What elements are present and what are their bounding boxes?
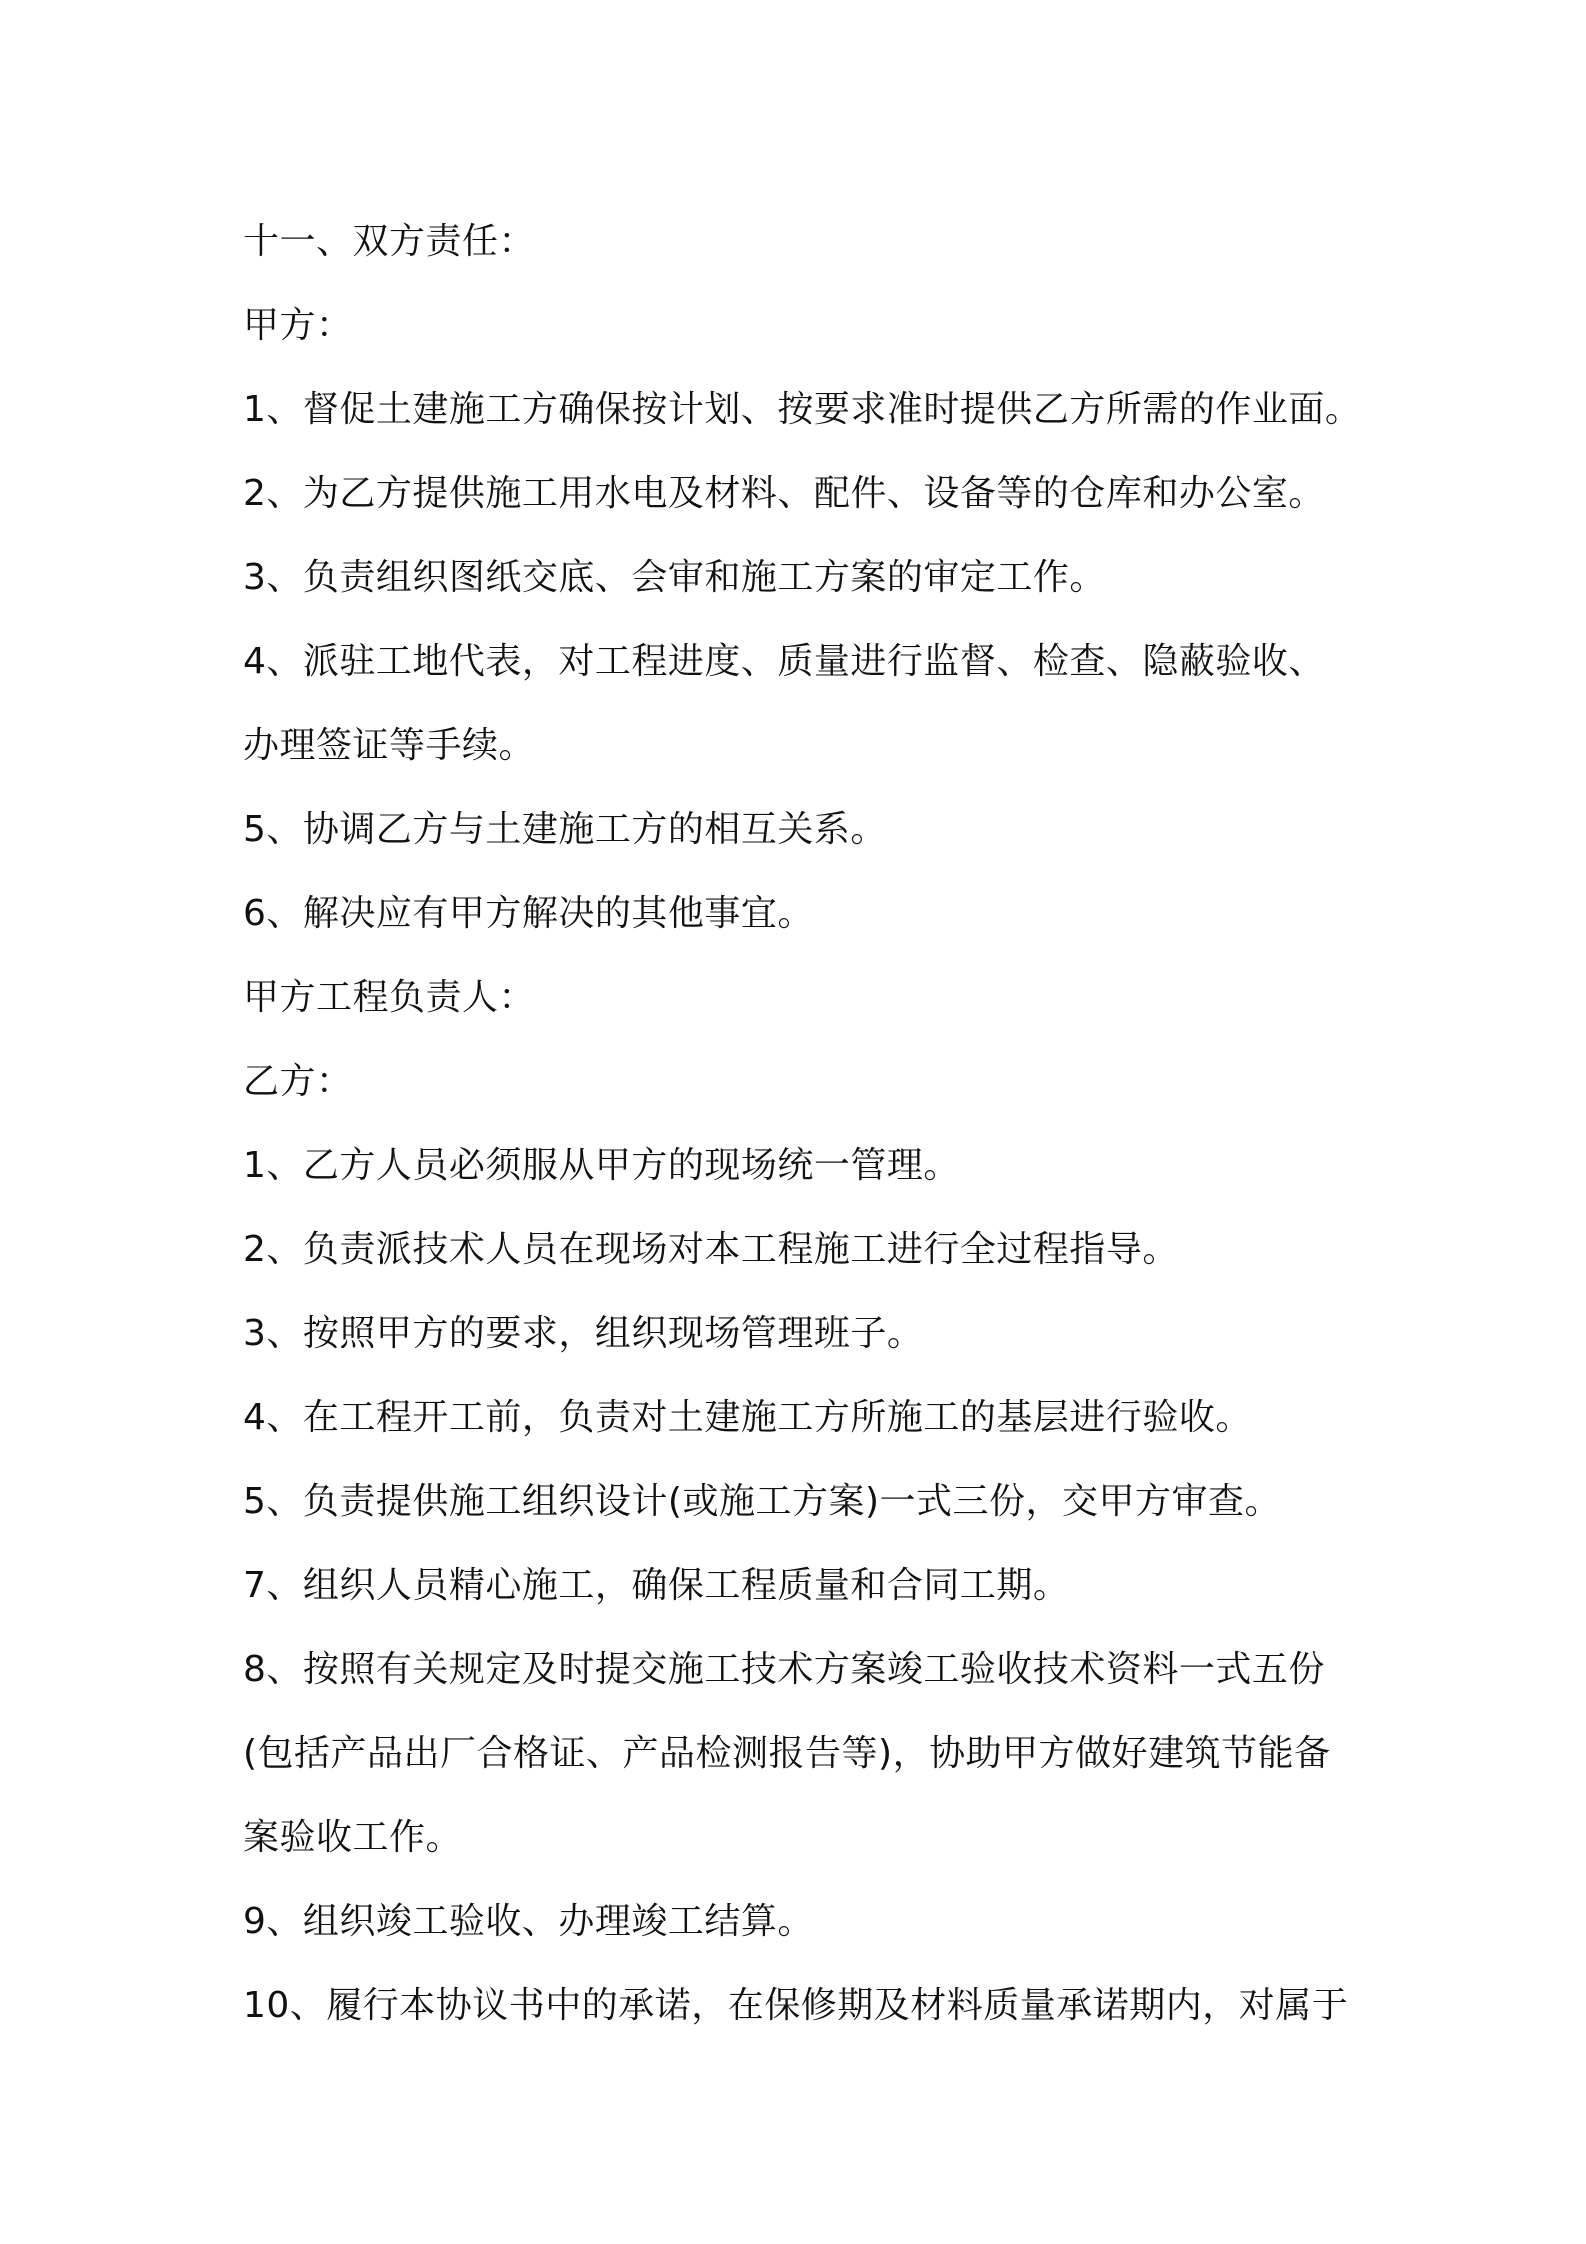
- party-b-item-9: 9、组织竣工验收、办理竣工结算。: [243, 1901, 814, 1942]
- party-a-item-4: 4、派驻工地代表，对工程进度、质量进行监督、检查、隐蔽验收、: [243, 641, 1325, 682]
- party-b-item-7: 7、组织人员精心施工，确保工程质量和合同工期。: [243, 1565, 1070, 1606]
- party-a-heading: 甲方：: [243, 305, 353, 346]
- party-b-item-8-continued-2: 案验收工作。: [243, 1817, 463, 1858]
- party-a-item-2: 2、为乙方提供施工用水电及材料、配件、设备等的仓库和办公室。: [243, 473, 1325, 514]
- party-b-item-4: 4、在工程开工前，负责对土建施工方所施工的基层进行验收。: [243, 1397, 1252, 1438]
- section-heading: 十一、双方责任：: [243, 221, 536, 262]
- party-a-item-6: 6、解决应有甲方解决的其他事宜。: [243, 893, 814, 934]
- party-b-item-8: 8、按照有关规定及时提交施工技术方案竣工验收技术资料一式五份: [243, 1649, 1325, 1690]
- party-b-heading: 乙方：: [243, 1061, 353, 1102]
- party-a-item-4-continued: 办理签证等手续。: [243, 725, 536, 766]
- party-b-item-8-continued: (包括产品出厂合格证、产品检测报告等)，协助甲方做好建筑节能备: [243, 1733, 1331, 1774]
- party-b-item-1: 1、乙方人员必须服从甲方的现场统一管理。: [243, 1145, 960, 1186]
- party-a-representative-label: 甲方工程负责人：: [243, 977, 536, 1018]
- party-b-item-2: 2、负责派技术人员在现场对本工程施工进行全过程指导。: [243, 1229, 1179, 1270]
- document-body: [243, 200, 1383, 2048]
- party-a-item-1: 1、督促土建施工方确保按计划、按要求准时提供乙方所需的作业面。: [243, 389, 1362, 430]
- party-a-item-5: 5、协调乙方与土建施工方的相互关系。: [243, 809, 887, 850]
- party-b-item-3: 3、按照甲方的要求，组织现场管理班子。: [243, 1313, 924, 1354]
- party-b-item-5: 5、负责提供施工组织设计(或施工方案)一式三份，交甲方审查。: [243, 1481, 1281, 1522]
- party-a-item-3: 3、负责组织图纸交底、会审和施工方案的审定工作。: [243, 557, 1106, 598]
- party-b-item-10: 10、履行本协议书中的承诺，在保修期及材料质量承诺期内，对属于: [243, 1985, 1349, 2026]
